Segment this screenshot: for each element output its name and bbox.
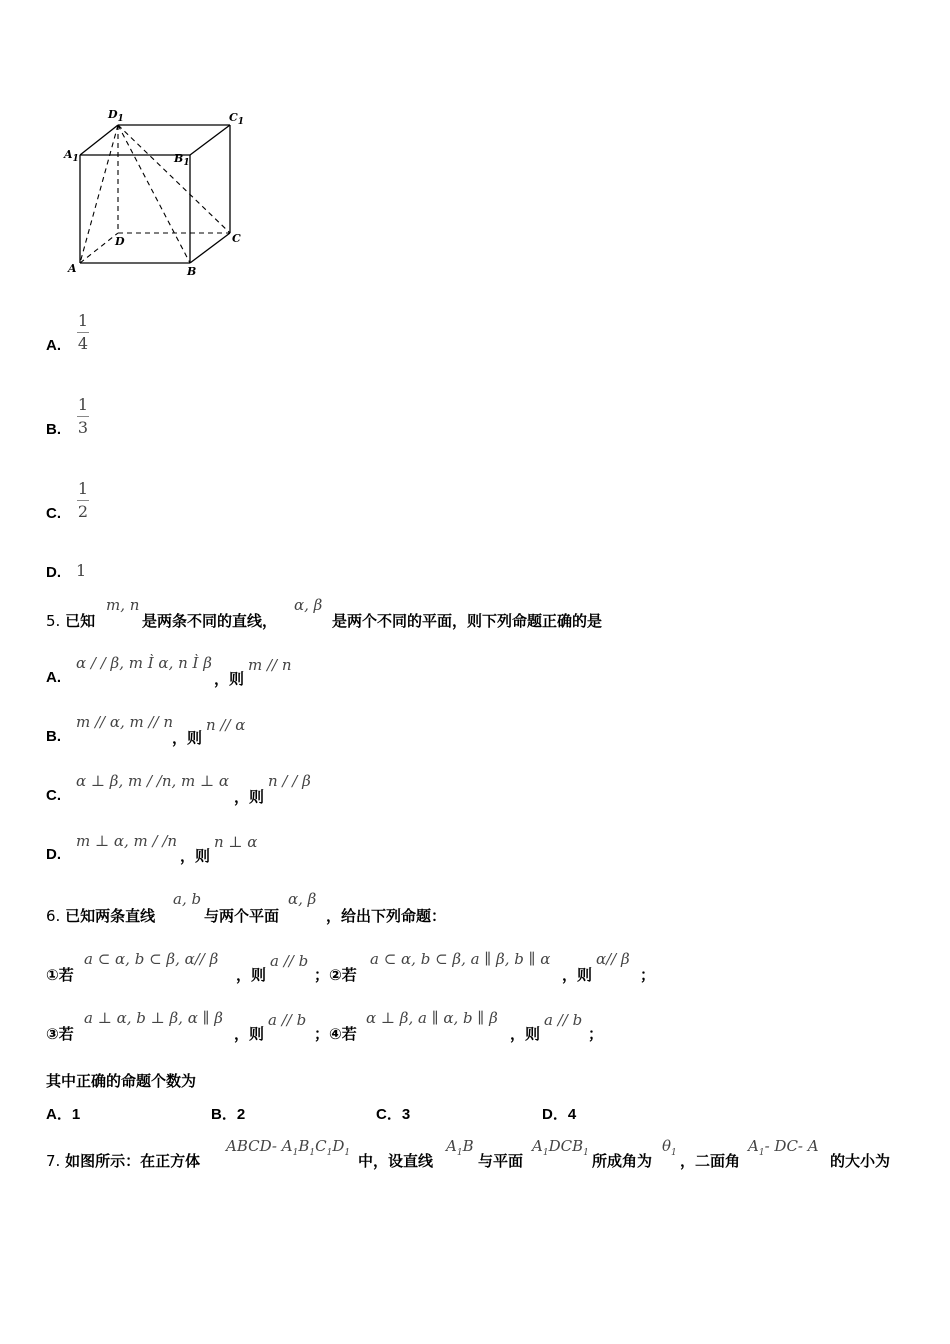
q5-option-a-res: m // n xyxy=(248,656,292,674)
label-B1: $B_1$ xyxy=(174,152,190,169)
label-C: C xyxy=(232,232,241,245)
q5-option-a-cond: α / / β, m Ì α, n Ì β xyxy=(76,654,212,672)
label-C1: $C_1$ xyxy=(229,111,245,128)
q7-stem-6: 的大小为 xyxy=(830,1152,891,1170)
q6-option-a: A．1 xyxy=(46,1106,81,1123)
q6-prop3-then: ，则 xyxy=(234,1025,265,1043)
q5-option-d-res: n ⊥ α xyxy=(214,833,258,851)
q7-math-theta: $\theta_1$ xyxy=(662,1137,677,1158)
q7-math-plane: $A_1DCB_1$ xyxy=(532,1137,589,1158)
q6-prop1-res: a // b xyxy=(270,952,309,970)
cube-figure xyxy=(0,0,260,290)
q5-math-alpha-beta: α, β xyxy=(294,596,323,614)
q7-stem-2: 中，设直线 xyxy=(358,1152,434,1170)
q5-option-c-cond: α ⊥ β, m / /n, m ⊥ α xyxy=(76,772,230,790)
q5-option-d-cond: m ⊥ α, m / /n xyxy=(76,832,178,850)
q6-prop1-prefix: ①若 xyxy=(46,966,74,984)
q6-prop4-prefix: ；④若 xyxy=(314,1025,357,1043)
q5-option-c-then: ，则 xyxy=(234,788,265,806)
label-B: B xyxy=(187,265,197,278)
q4-option-d-value: 1 xyxy=(76,561,87,580)
q4-option-a-label: A. xyxy=(46,337,61,354)
q6-option-c: C．3 xyxy=(376,1106,411,1123)
q7-stem: 7. 如图所示：在正方体 xyxy=(46,1152,201,1170)
q6-math-ab: a, b xyxy=(173,890,202,908)
q4-option-a-fraction: 1 4 xyxy=(77,311,89,353)
q5-stem: 5. 已知 xyxy=(46,612,96,630)
q6-prop4-cond: α ⊥ β, a ∥ α, b ∥ β xyxy=(366,1009,498,1027)
q7-stem-3: 与平面 xyxy=(478,1152,524,1170)
q6-stem: 6. 已知两条直线 xyxy=(46,907,156,925)
q6-prop2-prefix: ；②若 xyxy=(314,966,357,984)
q5-option-c-res: n / / β xyxy=(268,772,311,790)
q4-option-c-label: C. xyxy=(46,505,61,522)
q7-math-line: $A_1B$ xyxy=(446,1137,474,1158)
label-D: D xyxy=(115,235,125,248)
q7-math-dihedral: $A_1-$ DC- A xyxy=(748,1137,819,1158)
label-A1: $A_1$ xyxy=(64,148,79,165)
q6-prop2-then: ，则 xyxy=(562,966,593,984)
q4-option-d-label: D. xyxy=(46,564,61,581)
q6-prop4-end: ； xyxy=(588,1025,604,1043)
q5-option-a-then: ，则 xyxy=(214,670,245,688)
q6-prop3-res: a // b xyxy=(268,1011,307,1029)
q5-option-d-label: D. xyxy=(46,846,61,863)
q6-prop1-then: ，则 xyxy=(236,966,267,984)
q6-prop2-res: α// β xyxy=(596,950,630,968)
q7-stem-5: ，二面角 xyxy=(680,1152,741,1170)
q5-option-b-cond: m // α, m // n xyxy=(76,713,174,731)
q7-math-cube: ABCD- $A_1B_1C_1D_1$ xyxy=(226,1137,351,1158)
q6-stem-2: 与两个平面 xyxy=(204,907,280,925)
q6-stem-3: ，给出下列命题： xyxy=(326,907,447,925)
q6-option-d: D．4 xyxy=(542,1106,577,1123)
q7-stem-4: 所成角为 xyxy=(592,1152,653,1170)
q5-option-b-res: n // α xyxy=(206,716,246,734)
q5-option-c-label: C. xyxy=(46,787,61,804)
q6-prop4-res: a // b xyxy=(544,1011,583,1029)
q5-option-d-then: ，则 xyxy=(180,847,211,865)
q6-prop3-prefix: ③若 xyxy=(46,1025,74,1043)
q6-prop4-then: ，则 xyxy=(510,1025,541,1043)
q6-prop3-cond: a ⊥ α, b ⊥ β, α ∥ β xyxy=(84,1009,223,1027)
q4-option-c-fraction: 1 2 xyxy=(77,479,89,521)
label-A: A xyxy=(68,262,77,275)
q4-option-b-label: B. xyxy=(46,421,61,438)
q6-prop2-cond: a ⊂ α, b ⊂ β, a ∥ β, b ∥ α xyxy=(370,950,551,968)
q6-prop1-cond: a ⊂ α, b ⊂ β, α// β xyxy=(84,950,219,968)
q6-prop2-end: ； xyxy=(640,966,656,984)
q5-math-mn: m, n xyxy=(106,596,140,614)
q6-math-alpha-beta: α, β xyxy=(288,890,317,908)
q6-summary: 其中正确的命题个数为 xyxy=(46,1072,197,1090)
q4-option-b-fraction: 1 3 xyxy=(77,395,89,437)
q6-option-b: B．2 xyxy=(211,1106,246,1123)
q5-option-b-label: B. xyxy=(46,728,61,745)
q5-option-b-then: ，则 xyxy=(172,729,203,747)
q5-option-a-label: A. xyxy=(46,669,61,686)
q5-stem-3: 是两个不同的平面，则下列命题正确的是 xyxy=(332,612,603,630)
label-D1: $D_1$ xyxy=(108,108,124,125)
q5-stem-2: 是两条不同的直线， xyxy=(142,612,278,630)
